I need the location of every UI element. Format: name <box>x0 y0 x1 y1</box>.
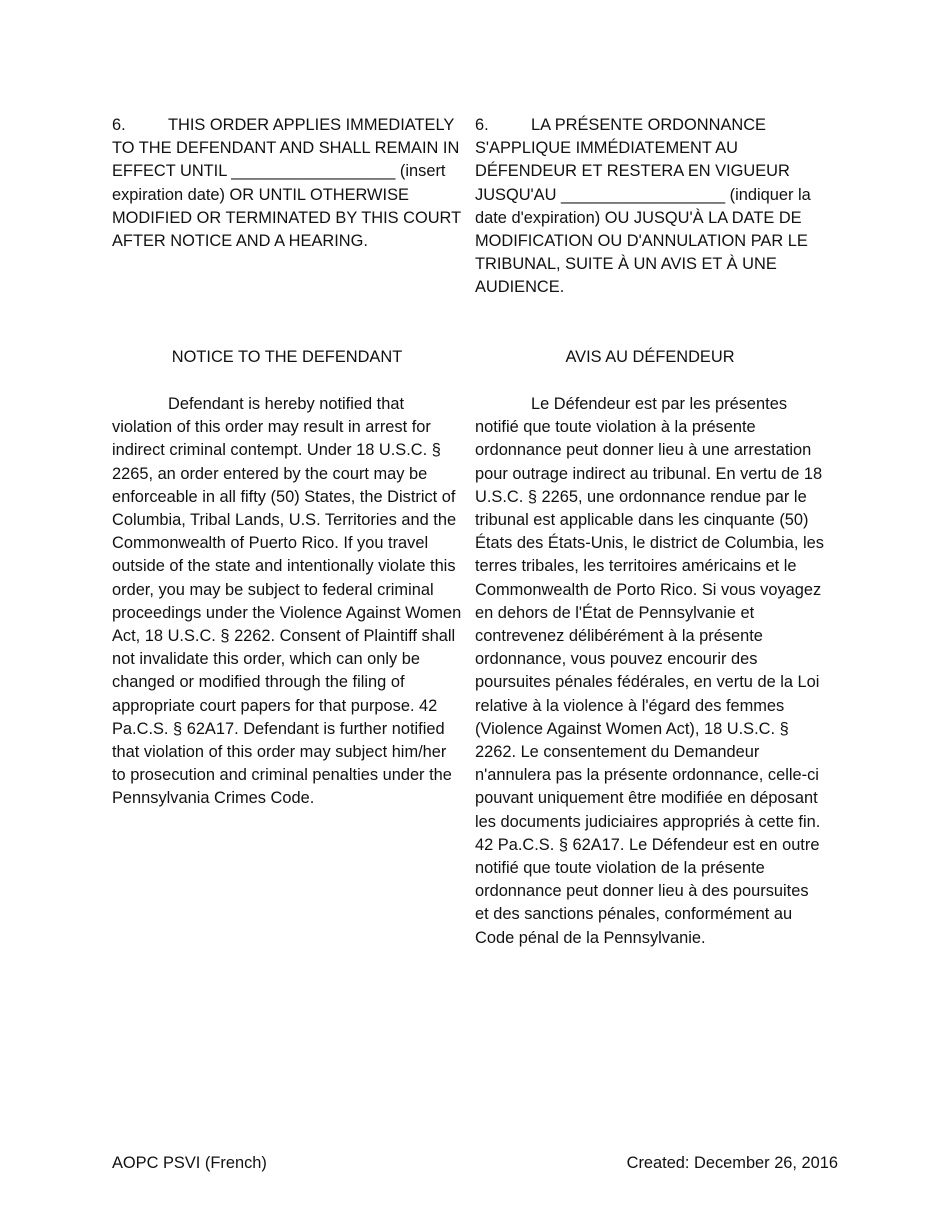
notice-body-english: Defendant is hereby notified that violation of this order may result in arrest for indirect criminal contempt. Under 18 U.S.C. § 2265, an order entered by the court may be enforceable in all fifty (50) States, the District of Columbia, Tribal Lands, U.S. Territories and the Commonwealth of Puerto Rico. If you travel outside of the state and intentionally violate this order, you may be subject to federal criminal proceedings under the Violence Against Women Act, 18 U.S.C. § 2262. Consent of Plaintiff shall not invalidate this order, which can only be changed or modified through the filing of appropriate court papers for that purpose. 42 Pa.C.S. § 62A17. Defendant is further notified that violation of this order may subject him/her to prosecution and criminal penalties under the Pennsylvania Crimes Code. <box>112 395 462 808</box>
section-number: 6. <box>475 116 489 134</box>
footer-created-date: Created: December 26, 2016 <box>626 1154 838 1172</box>
notice-heading-french: AVIS AU DÉFENDEUR <box>565 348 735 366</box>
notice-body-french: Le Défendeur est par les présentes notifié que toute violation à la présente ordonnance peut donner lieu à une arrestation pour outrage indirect au tribunal. En vertu de 18 U.S.C. § 2265, une ordonnance rendue par le tribunal est applicable dans les cinquante (50) États des États-Unis, le district de Columbia, les terres tribales, les territoires américains et le Commonwealth de Porto Rico. Si vous voyagez en dehors de l'État de Pennsylvanie et contrevenez délibérément à la présente ordonnance, vous pouvez encourir des poursuites pénales fédérales, en vertu de la Loi relative à la violence à l'égard des femmes (Violence Against Women Act), 18 U.S.C. § 2262. Le consentement du Demandeur n'annulera pas la présente ordonnance, celle-ci pouvant uniquement être modifiée en déposant les documents judiciaires appropriés à cette fin. 42 Pa.C.S. § 62A17. Le Défendeur est en outre notifié que toute violation de la présente ordonnance peut donner lieu à des poursuites et des sanctions pénales, conformément au Code pénal de la Pennsylvanie. <box>475 395 824 947</box>
section-text: THIS ORDER APPLIES IMMEDIATELY TO THE DEFENDANT AND SHALL REMAIN IN EFFECT UNTIL __________________ (insert expiration date) OR UNTIL OTHERWISE MODIFIED OR TERMINATED BY THIS COURT AFTER NOTICE AND A HEARING. <box>112 116 461 251</box>
notice-heading-english: NOTICE TO THE DEFENDANT <box>171 348 403 366</box>
section-6-french <box>475 114 825 300</box>
footer-form-id: AOPC PSVI (French) <box>112 1154 267 1172</box>
section-6-english <box>112 114 462 253</box>
section-text: LA PRÉSENTE ORDONNANCE S'APPLIQUE IMMÉDIATEMENT AU DÉFENDEUR ET RESTERA EN VIGUEUR JUSQU'AU __________________ (indiquer la date d'expiration) OU JUSQU'À LA DATE DE MODIFICATION OU D'ANNULATION PAR LE TRIBUNAL, SUITE À UN AVIS ET À UNE AUDIENCE. <box>475 116 811 297</box>
section-number: 6. <box>112 116 126 134</box>
